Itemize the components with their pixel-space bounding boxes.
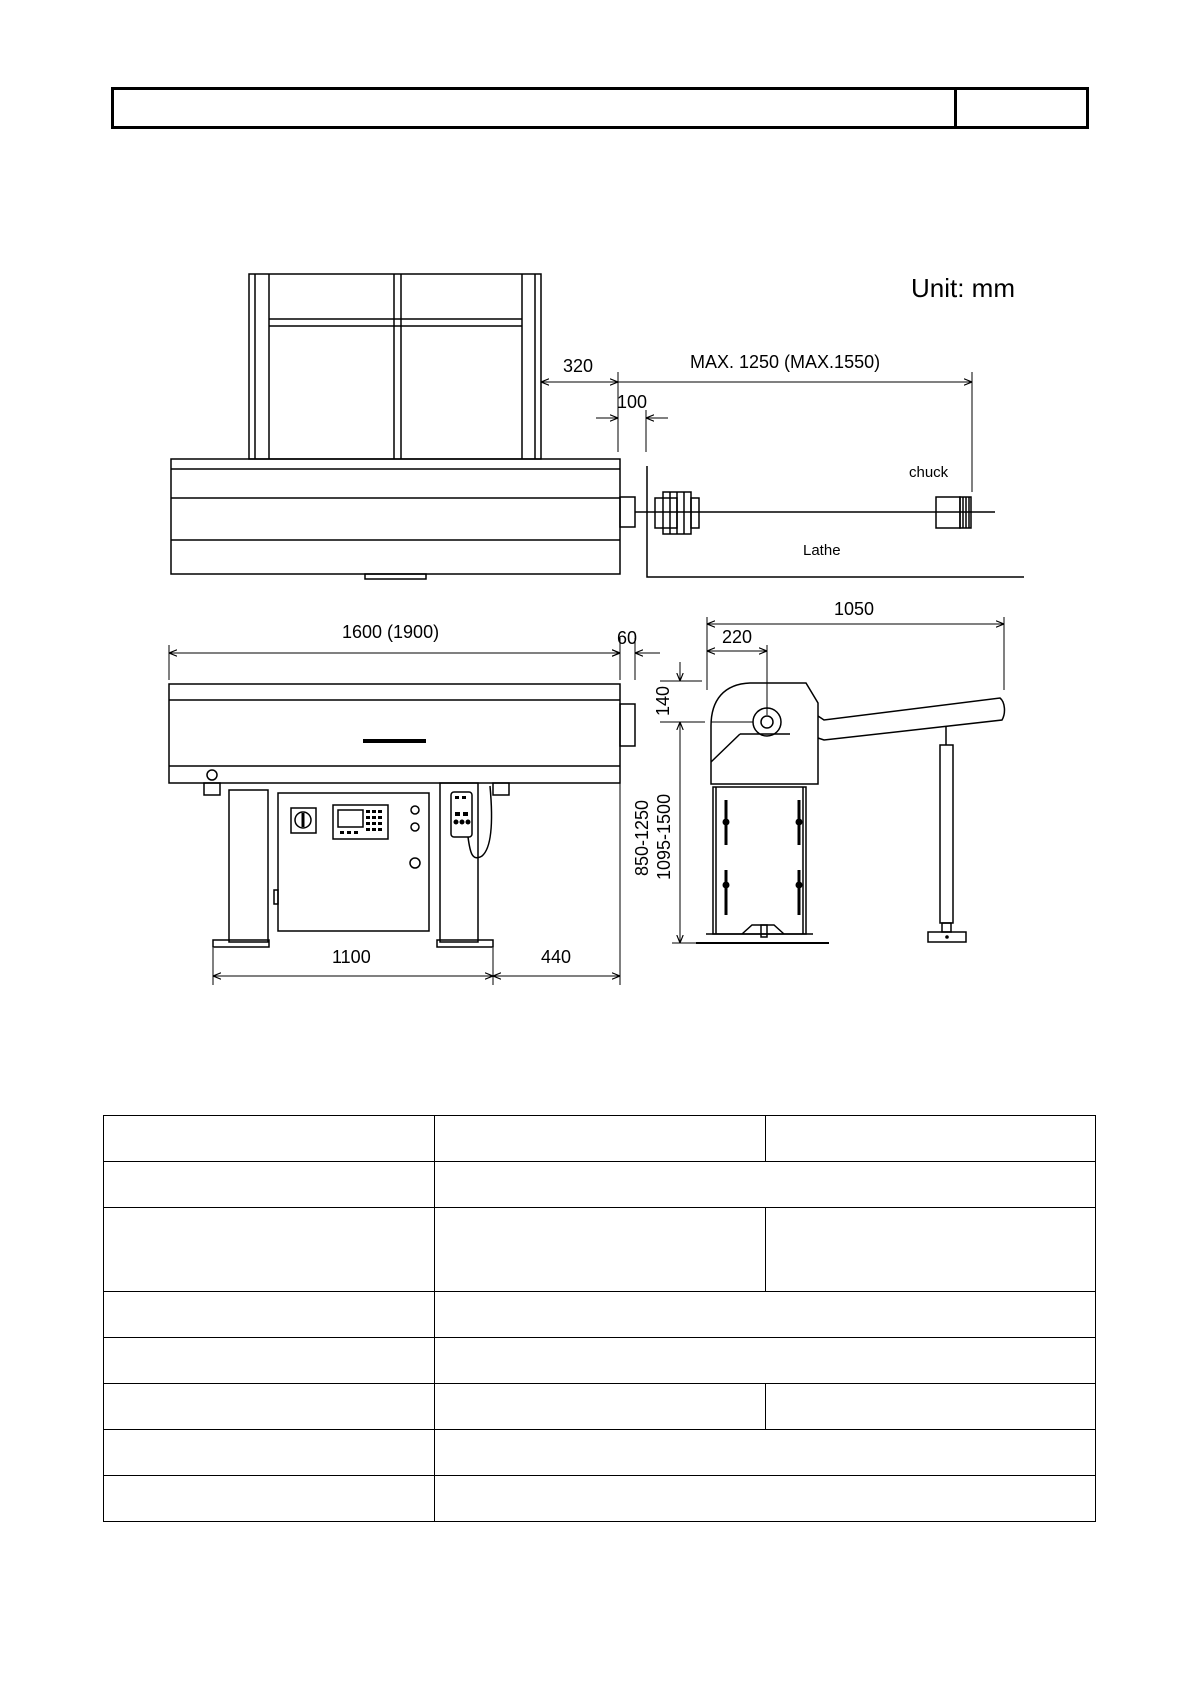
dim-max-stroke: MAX. 1250 (MAX.1550) (690, 352, 881, 372)
dim-140: 140 (653, 685, 673, 716)
spindle-nose (655, 492, 699, 534)
table-cell (435, 1208, 766, 1292)
table-cell (104, 1208, 435, 1292)
support-leg (940, 745, 953, 923)
feeder-body-front (169, 684, 620, 783)
side-view (696, 683, 1004, 943)
feeder-body-top (171, 459, 635, 579)
lathe-label: Lathe (803, 542, 841, 559)
front-view-dimensions (169, 638, 660, 985)
table-cell (766, 1384, 1096, 1430)
table-row (104, 1116, 1096, 1162)
left-leg (229, 790, 268, 942)
table-cell (766, 1208, 1096, 1292)
table-row (104, 1162, 1096, 1208)
top-view (171, 274, 1024, 579)
table-cell (104, 1338, 435, 1384)
table-cell (435, 1384, 766, 1430)
chuck-label: chuck (909, 464, 949, 481)
front-gauge-icon (207, 770, 217, 780)
table-cell (104, 1384, 435, 1430)
loading-rack (249, 274, 541, 459)
dim-320: 320 (563, 356, 594, 376)
table-cell (766, 1116, 1096, 1162)
lathe-outline (647, 466, 1024, 577)
control-cabinet (278, 793, 429, 931)
table-cell (104, 1476, 435, 1522)
table-cell (435, 1476, 1096, 1522)
dim-1100: 1100 (332, 947, 371, 967)
table-cell (104, 1292, 435, 1338)
table-cell (435, 1162, 1096, 1208)
dim-60: 60 (617, 628, 638, 648)
dim-100: 100 (617, 392, 648, 412)
table-cell (104, 1116, 435, 1162)
table-row (104, 1384, 1096, 1430)
slot-bolts (723, 819, 949, 939)
top-view-dimensions (541, 372, 972, 492)
table-row (104, 1430, 1096, 1476)
support-arm (818, 698, 1004, 740)
table-cell (435, 1338, 1096, 1384)
unit-label: Unit: mm (911, 273, 1015, 303)
handheld-pendant (451, 792, 472, 837)
dim-440: 440 (541, 947, 572, 967)
table-cell (435, 1430, 1096, 1476)
table-cell (435, 1116, 766, 1162)
table-cell (104, 1162, 435, 1208)
dim-220: 220 (722, 627, 753, 647)
table-cell (104, 1430, 435, 1476)
table-row (104, 1208, 1096, 1292)
dim-height-range-2: 1095-1500 (654, 793, 674, 880)
table-row (104, 1476, 1096, 1522)
dim-1050: 1050 (834, 599, 875, 619)
table-row (104, 1338, 1096, 1384)
spec-table (103, 1115, 1096, 1522)
dim-feeder-length: 1600 (1900) (342, 622, 440, 642)
dim-height-range-1: 850-1250 (632, 799, 652, 876)
table-cell (435, 1292, 1096, 1338)
front-view (169, 684, 635, 947)
table-row (104, 1292, 1096, 1338)
